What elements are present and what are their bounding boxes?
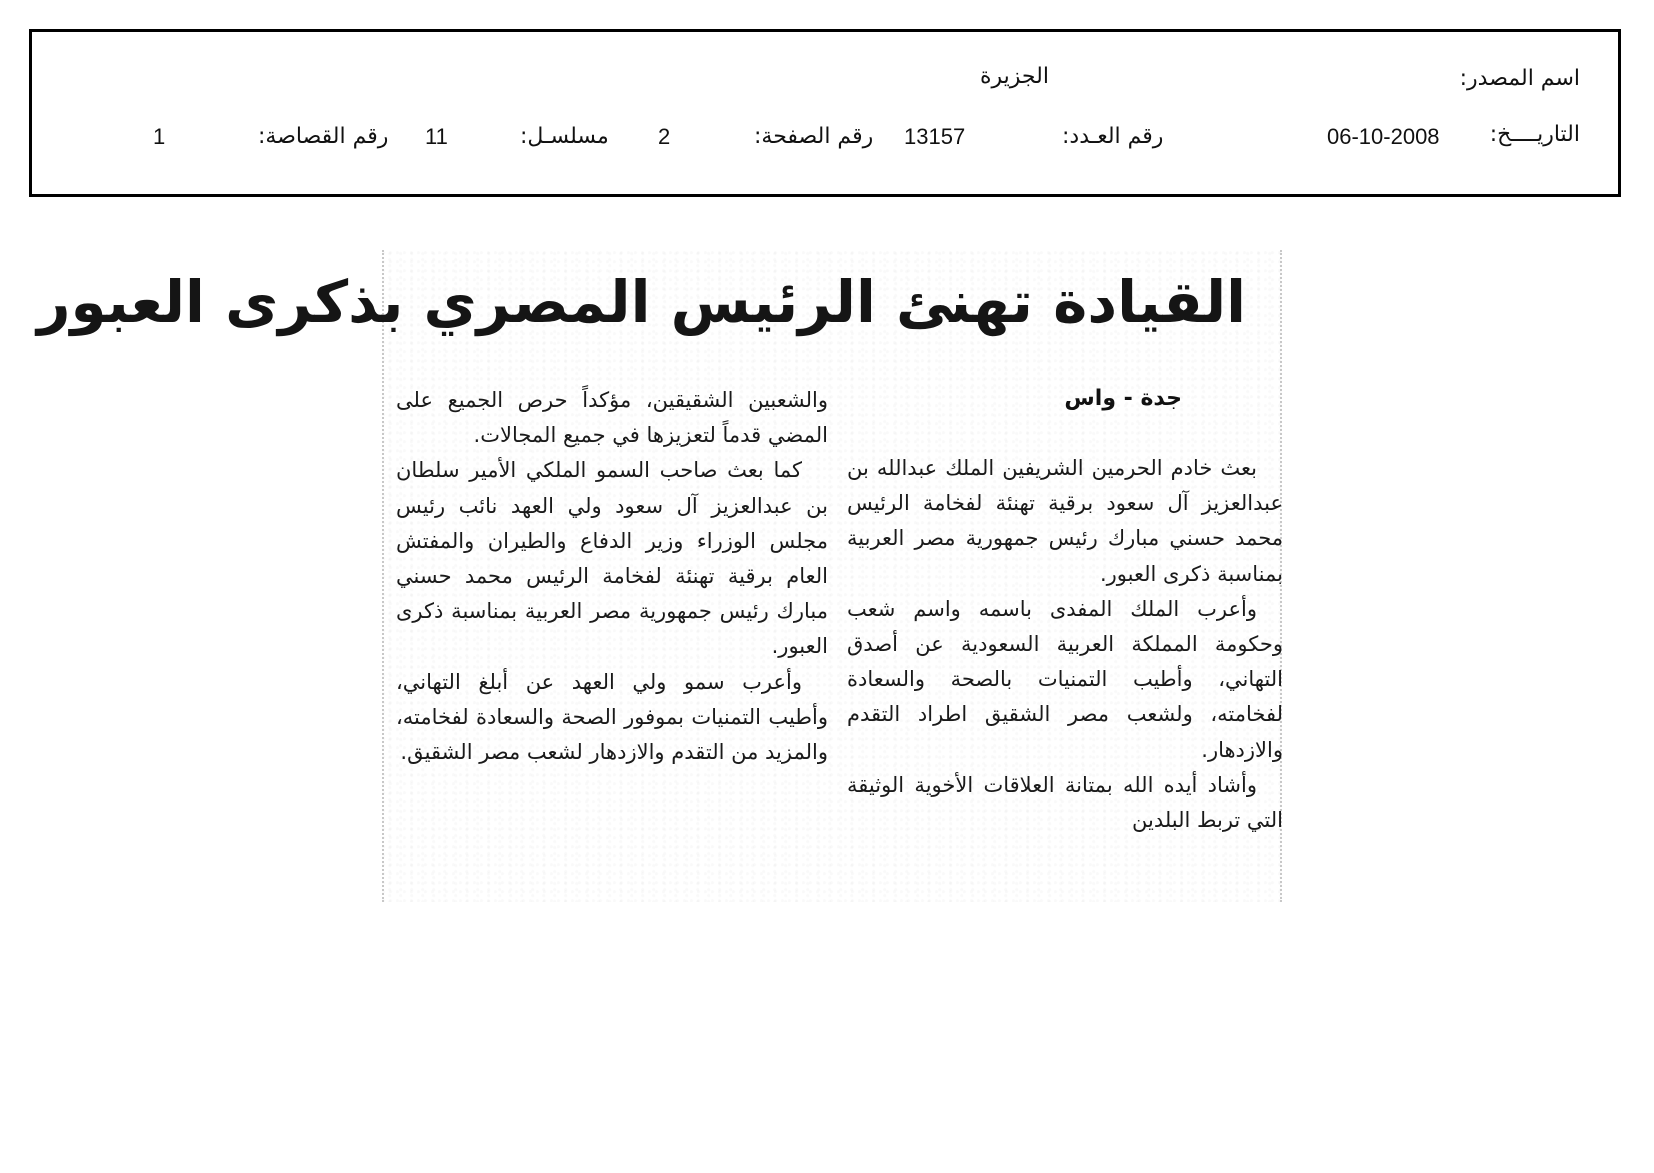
article-column-left xyxy=(396,383,828,770)
article-paragraph: بعث خادم الحرمين الشريفين الملك عبدالله بن عبدالعزيز آل سعود برقية تهنئة لفخامة الرئيس محمد حسني مبارك رئيس جمهورية مصر العربية بمناسبة ذكرى العبور. xyxy=(847,456,1283,586)
article-paragraph: وأشاد أيده الله بمتانة العلاقات الأخوية الوثيقة التي تربط البلدين xyxy=(847,772,1283,833)
serial-value: 11 xyxy=(425,124,448,149)
article-paragraph: وأعرب الملك المفدى باسمه واسم شعب وحكومة المملكة العربية السعودية عن أصدق التهاني، وأطيب التمنيات بالصحة والسعادة لفخامته، ولشعب مصر الشقيق اطراد التقدم والازدهار. xyxy=(847,596,1283,762)
page-value: 2 xyxy=(658,124,671,149)
article-headline: القيادة تهنئ الرئيس المصري بذكرى العبور xyxy=(37,268,1246,336)
date-value: 06-10-2008 xyxy=(1327,124,1440,149)
page-label: رقم الصفحة: xyxy=(754,124,874,149)
article-column-right xyxy=(847,451,1283,838)
source-label: اسم المصدر: xyxy=(1459,66,1580,91)
date-label: التاريــــخ: xyxy=(1489,122,1580,147)
newspaper-clipping xyxy=(37,250,1283,902)
clipping-edge-left xyxy=(382,250,384,902)
serial-label: مسلسـل: xyxy=(520,124,609,149)
clip-number-value: 1 xyxy=(153,124,166,149)
article-paragraph: وأعرب سمو ولي العهد عن أبلغ التهاني، وأطيب التمنيات بموفور الصحة والسعادة لفخامته، والمزيد من التقدم والازدهار لشعب مصر الشقيق. xyxy=(396,669,828,765)
issue-label: رقم العـدد: xyxy=(1062,124,1164,149)
source-value: الجزيرة xyxy=(980,64,1049,89)
issue-value: 13157 xyxy=(904,124,966,149)
article-paragraph: كما بعث صاحب السمو الملكي الأمير سلطان بن عبدالعزيز آل سعود ولي العهد نائب رئيس مجلس الوزراء وزير الدفاع والطيران والمفتش العام برقية تهنئة لفخامة الرئيس محمد حسني مبارك رئيس جمهورية مصر العربية بمناسبة ذكرى العبور. xyxy=(396,458,828,659)
clipping-metadata-box xyxy=(29,29,1621,197)
clip-number-label: رقم القصاصة: xyxy=(258,124,389,149)
article-paragraph: والشعبين الشقيقين، مؤكداً حرص الجميع على المضي قدماً لتعزيزها في جميع المجالات. xyxy=(396,388,828,448)
article-dateline: جدة - واس xyxy=(1064,386,1182,411)
